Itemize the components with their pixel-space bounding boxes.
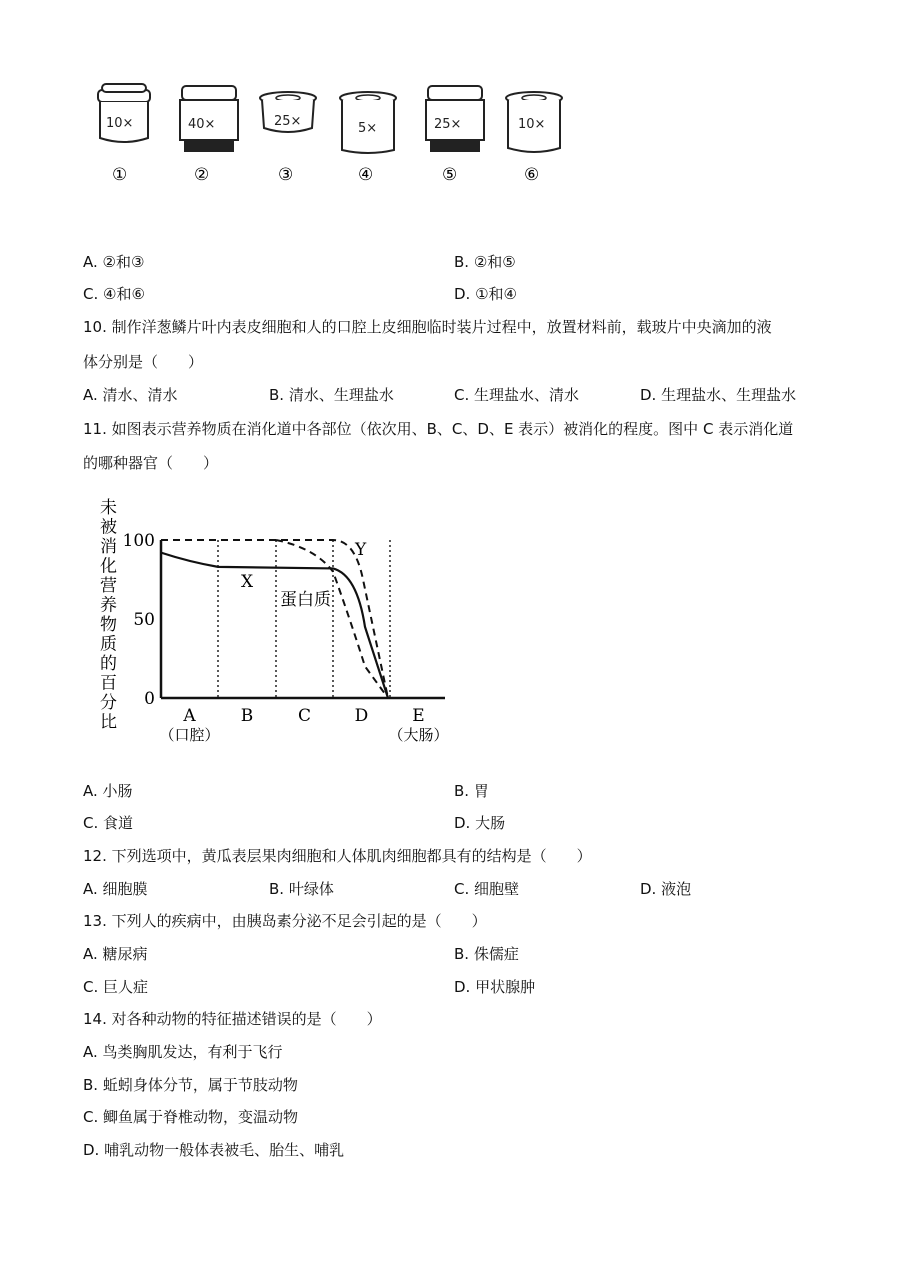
q10-option-d: D. 生理盐水、生理盐水 — [640, 386, 797, 404]
lens-6 — [506, 92, 562, 185]
ylabel-char: 被 — [100, 517, 117, 538]
q11-option-b: B. 胃 — [454, 782, 489, 800]
q11-option-d: D. 大肠 — [454, 814, 506, 832]
category-label: A — [183, 706, 196, 726]
series-label: X — [241, 572, 254, 592]
q9-option-c: C. ④和⑥ — [83, 285, 145, 303]
ylabel-char: 化 — [100, 556, 117, 577]
q11-option-a: A. 小肠 — [83, 782, 133, 800]
lens-3 — [260, 92, 316, 185]
q11-option-c: C. 食道 — [83, 814, 134, 832]
q14-option-d: D. 哺乳动物一般体表被毛、胎生、哺乳 — [83, 1141, 345, 1159]
series-protein-line — [161, 553, 388, 698]
ylabel-char: 未 — [100, 498, 117, 518]
q13-option-b: B. 侏儒症 — [454, 945, 519, 963]
q10-stem-line1: 10. 制作洋葱鳞片叶内表皮细胞和人的口腔上皮细胞临时装片过程中，放置材料前，载玻片中央滴加的液 — [83, 318, 772, 336]
ylabel-char: 的 — [100, 654, 117, 674]
category-label: D — [354, 706, 369, 726]
q10-option-a: A. 清水、清水 — [83, 386, 178, 404]
q11-stem-line1: 11. 如图表示营养物质在消化道中各部位（依次用、B、C、D、E 表示）被消化的程度。图中 C 表示消化道 — [83, 420, 794, 438]
lens-6-mag: 10× — [518, 117, 546, 132]
lens-1-num: ① — [112, 165, 128, 185]
lens-2-mag: 40× — [188, 117, 216, 132]
q14-stem: 14. 对各种动物的特征描述错误的是（ ） — [83, 1010, 382, 1028]
ylabel-char: 物 — [100, 615, 117, 635]
q14-option-b: B. 蚯蚓身体分节，属于节肢动物 — [83, 1076, 298, 1094]
ylabel-char: 分 — [100, 693, 117, 713]
category-label: B — [240, 706, 254, 726]
q12-option-c: C. 细胞壁 — [454, 880, 520, 898]
q13-option-c: C. 巨人症 — [83, 978, 149, 996]
lens-2 — [180, 86, 238, 185]
category-label: E — [412, 706, 425, 726]
q13-option-d: D. 甲状腺肿 — [454, 978, 536, 996]
q10-option-b: B. 清水、生理盐水 — [269, 386, 394, 404]
category-note: （大肠） — [388, 726, 449, 744]
q13-stem: 13. 下列人的疾病中，由胰岛素分泌不足会引起的是（ ） — [83, 912, 487, 930]
ytick-label: 50 — [133, 610, 155, 630]
lens-4-num: ④ — [358, 165, 374, 185]
ylabel-char: 百 — [100, 673, 117, 694]
lens-5 — [426, 86, 484, 185]
lens-1 — [98, 84, 150, 185]
ylabel-char: 营 — [100, 576, 117, 596]
q12-option-d: D. 液泡 — [640, 880, 692, 898]
lens-5-num: ⑤ — [442, 165, 458, 185]
series-label: 蛋白质 — [280, 590, 331, 610]
ylabel-char: 消 — [100, 537, 117, 557]
ylabel-char: 养 — [100, 595, 117, 616]
ylabel-char: 质 — [100, 634, 117, 655]
lens-3-num: ③ — [278, 165, 294, 185]
lens-4 — [340, 92, 396, 185]
q13-option-a: A. 糖尿病 — [83, 945, 148, 963]
series-x-line — [161, 540, 388, 698]
q12-option-a: A. 细胞膜 — [83, 880, 148, 898]
ylabel-char: 比 — [100, 712, 117, 733]
q12-option-b: B. 叶绿体 — [269, 880, 334, 898]
digestion-chart — [95, 495, 465, 755]
category-note: （口腔） — [159, 726, 220, 744]
lens-3-mag: 25× — [274, 114, 302, 129]
q9-option-b: B. ②和⑤ — [454, 253, 516, 271]
lens-6-num: ⑥ — [524, 165, 540, 185]
ytick-label: 100 — [122, 531, 155, 551]
q9-option-a: A. ②和③ — [83, 253, 145, 271]
lens-1-mag: 10× — [106, 116, 134, 131]
lens-4-mag: 5× — [358, 121, 378, 136]
q10-option-c: C. 生理盐水、清水 — [454, 386, 580, 404]
lens-figure — [90, 80, 580, 190]
q12-stem: 12. 下列选项中，黄瓜表层果肉细胞和人体肌肉细胞都具有的结构是（ ） — [83, 847, 592, 865]
series-label: Y — [355, 540, 367, 560]
lens-5-mag: 25× — [434, 117, 462, 132]
lens-2-num: ② — [194, 165, 210, 185]
q10-stem-line2: 体分别是（ ） — [83, 353, 204, 371]
q11-stem-line2: 的哪种器官（ ） — [83, 454, 219, 472]
q14-option-a: A. 鸟类胸肌发达，有利于飞行 — [83, 1043, 283, 1061]
ytick-label: 0 — [144, 689, 155, 709]
q9-option-d: D. ①和④ — [454, 285, 517, 303]
q14-option-c: C. 鲫鱼属于脊椎动物，变温动物 — [83, 1108, 299, 1126]
category-label: C — [297, 706, 312, 726]
chart-ylabel — [100, 498, 117, 733]
